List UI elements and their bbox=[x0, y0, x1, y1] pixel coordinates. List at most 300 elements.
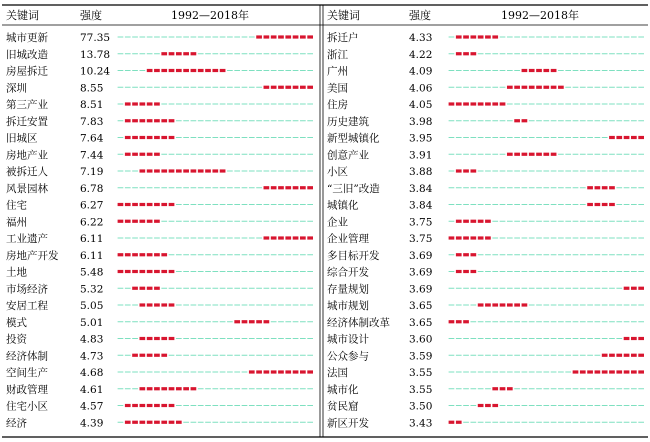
timeline-segment bbox=[543, 271, 549, 272]
timeline-segment bbox=[565, 288, 571, 289]
burst-segment bbox=[624, 337, 630, 340]
timeline-segment bbox=[580, 254, 586, 255]
timeline-segment bbox=[565, 37, 571, 38]
burst-segment bbox=[456, 421, 462, 424]
burst-segment bbox=[543, 86, 549, 89]
burst-segment bbox=[176, 69, 182, 72]
timeline-segment bbox=[220, 238, 226, 239]
timeline-segment bbox=[522, 53, 528, 54]
burst-segment bbox=[154, 136, 160, 139]
burst-segment bbox=[191, 169, 197, 172]
timeline-segment bbox=[205, 305, 211, 306]
timeline-segment bbox=[176, 137, 182, 138]
timeline-segment bbox=[249, 187, 255, 188]
timeline-segment bbox=[456, 338, 462, 339]
timeline-segment bbox=[293, 137, 299, 138]
timeline-segment bbox=[449, 305, 455, 306]
timeline-segment bbox=[522, 372, 528, 373]
burst-segment bbox=[169, 119, 175, 122]
timeline-segment bbox=[307, 221, 313, 222]
timeline-segment bbox=[609, 221, 615, 222]
timeline-segment bbox=[249, 137, 255, 138]
timeline-segment bbox=[285, 422, 291, 423]
strength-value: 3.84 bbox=[409, 199, 433, 212]
burst-segment bbox=[183, 169, 189, 172]
timeline-segment bbox=[580, 37, 586, 38]
timeline-segment bbox=[500, 372, 506, 373]
timeline-segment bbox=[580, 422, 586, 423]
burst-segment bbox=[147, 102, 153, 105]
timeline-segment bbox=[169, 321, 175, 322]
burst-segment bbox=[470, 52, 476, 55]
burst-segment bbox=[154, 354, 160, 357]
timeline-segment bbox=[522, 221, 528, 222]
timeline-segment bbox=[227, 204, 233, 205]
timeline-segment bbox=[565, 405, 571, 406]
timeline-segment bbox=[285, 355, 291, 356]
burst-segment bbox=[478, 404, 484, 407]
table-row bbox=[327, 48, 644, 61]
timeline-segment bbox=[212, 288, 218, 289]
burst-segment bbox=[463, 220, 469, 223]
timeline-segment bbox=[638, 405, 644, 406]
timeline-segment bbox=[631, 204, 637, 205]
timeline-segment bbox=[558, 171, 564, 172]
timeline-segment bbox=[169, 187, 175, 188]
timeline-segment bbox=[500, 120, 506, 121]
timeline-segment bbox=[631, 53, 637, 54]
burst-segment bbox=[624, 287, 630, 290]
burst-segment bbox=[139, 421, 145, 424]
timeline-segment bbox=[522, 187, 528, 188]
timeline-segment bbox=[595, 355, 601, 356]
timeline-segment bbox=[118, 355, 124, 356]
burst-segment bbox=[147, 169, 153, 172]
timeline-segment bbox=[161, 187, 167, 188]
timeline-segment bbox=[198, 388, 204, 389]
keyword-label: 财政管理 bbox=[6, 383, 48, 396]
strength-value: 6.11 bbox=[80, 233, 104, 245]
burst-segment bbox=[169, 337, 175, 340]
timeline-segment bbox=[449, 137, 455, 138]
timeline-segment bbox=[220, 221, 226, 222]
timeline-segment bbox=[463, 137, 469, 138]
burst-segment bbox=[256, 320, 262, 323]
timeline-segment bbox=[631, 321, 637, 322]
timeline-segment bbox=[198, 238, 204, 239]
timeline-segment bbox=[125, 355, 131, 356]
timeline-segment bbox=[602, 405, 608, 406]
burst-segment bbox=[624, 370, 630, 373]
burst-segment bbox=[300, 35, 306, 38]
timeline-segment bbox=[212, 53, 218, 54]
timeline-segment bbox=[522, 238, 528, 239]
burst-segment bbox=[485, 404, 491, 407]
timeline-segment bbox=[220, 271, 226, 272]
burst-segment bbox=[307, 186, 313, 189]
timeline-segment bbox=[522, 321, 528, 322]
timeline-segment bbox=[624, 37, 630, 38]
timeline-segment bbox=[191, 87, 197, 88]
keyword-label: 安居工程 bbox=[6, 300, 48, 312]
timeline-segment bbox=[609, 70, 615, 71]
timeline-segment bbox=[536, 238, 542, 239]
timeline-segment bbox=[118, 154, 124, 155]
table-row bbox=[6, 400, 313, 413]
timeline-segment bbox=[271, 137, 277, 138]
timeline-segment bbox=[565, 422, 571, 423]
timeline-segment bbox=[558, 137, 564, 138]
timeline-segment bbox=[183, 221, 189, 222]
burst-segment bbox=[161, 270, 167, 273]
timeline-segment bbox=[573, 37, 579, 38]
timeline-segment bbox=[191, 238, 197, 239]
strength-value: 3.69 bbox=[409, 283, 433, 296]
keyword-label: 浙江 bbox=[327, 48, 348, 61]
timeline-segment bbox=[191, 154, 197, 155]
timeline-segment bbox=[147, 37, 153, 38]
timeline-segment bbox=[558, 187, 564, 188]
burst-segment bbox=[456, 253, 462, 256]
timeline-segment bbox=[256, 422, 262, 423]
timeline-segment bbox=[573, 204, 579, 205]
timeline-segment bbox=[300, 254, 306, 255]
timeline-segment bbox=[220, 321, 226, 322]
burst-segment bbox=[602, 370, 608, 373]
keyword-label: 多目标开发 bbox=[327, 249, 380, 262]
burst-segment bbox=[191, 387, 197, 390]
timeline-segment bbox=[573, 221, 579, 222]
timeline-segment bbox=[307, 271, 313, 272]
timeline-segment bbox=[234, 221, 240, 222]
table-row bbox=[6, 282, 313, 295]
strength-value: 4.39 bbox=[80, 417, 104, 430]
burst-segment bbox=[139, 220, 145, 223]
burst-segment bbox=[169, 303, 175, 306]
burst-segment bbox=[264, 320, 270, 323]
keyword-label: 美国 bbox=[327, 82, 348, 95]
timeline-segment bbox=[551, 338, 557, 339]
burst-segment bbox=[132, 354, 138, 357]
timeline-segment bbox=[249, 104, 255, 105]
burst-segment bbox=[249, 320, 255, 323]
timeline-segment bbox=[300, 355, 306, 356]
timeline-segment bbox=[573, 338, 579, 339]
timeline-segment bbox=[293, 288, 299, 289]
timeline-segment bbox=[463, 305, 469, 306]
burst-segment bbox=[147, 153, 153, 156]
timeline-segment bbox=[293, 388, 299, 389]
burst-segment bbox=[631, 337, 637, 340]
table-row bbox=[327, 65, 644, 78]
burst-segment bbox=[616, 370, 622, 373]
timeline-segment bbox=[191, 187, 197, 188]
burst-segment bbox=[602, 186, 608, 189]
burst-segment bbox=[161, 337, 167, 340]
timeline-segment bbox=[595, 221, 601, 222]
timeline-segment bbox=[118, 37, 124, 38]
timeline-segment bbox=[587, 120, 593, 121]
strength-value: 7.83 bbox=[80, 115, 104, 128]
timeline-segment bbox=[234, 154, 240, 155]
timeline-segment bbox=[616, 288, 622, 289]
burst-segment bbox=[169, 69, 175, 72]
timeline-segment bbox=[220, 388, 226, 389]
burst-segment bbox=[118, 203, 124, 206]
timeline-segment bbox=[242, 254, 248, 255]
timeline-segment bbox=[478, 422, 484, 423]
timeline-segment bbox=[300, 405, 306, 406]
timeline-segment bbox=[300, 53, 306, 54]
timeline-segment bbox=[249, 338, 255, 339]
table-row bbox=[327, 199, 644, 212]
timeline-segment bbox=[198, 104, 204, 105]
burst-segment bbox=[543, 153, 549, 156]
timeline-segment bbox=[242, 422, 248, 423]
timeline-segment bbox=[485, 70, 491, 71]
timeline-segment bbox=[551, 388, 557, 389]
timeline-segment bbox=[470, 154, 476, 155]
timeline-segment bbox=[507, 204, 513, 205]
burst-segment bbox=[463, 52, 469, 55]
timeline-segment bbox=[580, 53, 586, 54]
timeline-segment bbox=[212, 422, 218, 423]
timeline-segment bbox=[256, 187, 262, 188]
timeline-segment bbox=[234, 422, 240, 423]
timeline-segment bbox=[551, 422, 557, 423]
timeline-segment bbox=[132, 238, 138, 239]
timeline-segment bbox=[536, 221, 542, 222]
burst-segment bbox=[293, 186, 299, 189]
burst-segment bbox=[478, 35, 484, 38]
strength-value: 6.22 bbox=[80, 216, 104, 229]
timeline-segment bbox=[485, 187, 491, 188]
timeline-segment bbox=[176, 321, 182, 322]
timeline-segment bbox=[161, 154, 167, 155]
timeline-segment bbox=[449, 254, 455, 255]
timeline-segment bbox=[449, 388, 455, 389]
timeline-segment bbox=[242, 204, 248, 205]
timeline-segment bbox=[234, 254, 240, 255]
table-row bbox=[6, 165, 313, 178]
timeline-segment bbox=[249, 355, 255, 356]
burst-segment bbox=[492, 35, 498, 38]
timeline-segment bbox=[522, 271, 528, 272]
timeline-segment bbox=[242, 120, 248, 121]
timeline-segment bbox=[271, 171, 277, 172]
timeline-segment bbox=[125, 70, 131, 71]
timeline-segment bbox=[300, 422, 306, 423]
timeline-segment bbox=[602, 53, 608, 54]
keyword-label: 经济体制 bbox=[6, 350, 48, 363]
timeline-segment bbox=[264, 104, 270, 105]
timeline-segment bbox=[492, 171, 498, 172]
timeline-segment bbox=[492, 271, 498, 272]
timeline-segment bbox=[638, 305, 644, 306]
burst-segment bbox=[522, 69, 528, 72]
timeline-segment bbox=[602, 288, 608, 289]
timeline-segment bbox=[147, 187, 153, 188]
timeline-segment bbox=[573, 187, 579, 188]
timeline-segment bbox=[492, 53, 498, 54]
timeline-segment bbox=[264, 120, 270, 121]
timeline-segment bbox=[470, 87, 476, 88]
keyword-label: 房地产开发 bbox=[6, 249, 59, 262]
timeline-segment bbox=[191, 405, 197, 406]
timeline-segment bbox=[492, 422, 498, 423]
burst-segment bbox=[470, 102, 476, 105]
timeline-segment bbox=[595, 70, 601, 71]
timeline-segment bbox=[293, 405, 299, 406]
timeline-segment bbox=[176, 271, 182, 272]
timeline-segment bbox=[300, 305, 306, 306]
timeline-segment bbox=[278, 120, 284, 121]
timeline-segment bbox=[485, 120, 491, 121]
burst-segment bbox=[529, 153, 535, 156]
strength-value: 3.69 bbox=[409, 266, 433, 279]
timeline-segment bbox=[293, 171, 299, 172]
timeline-segment bbox=[278, 53, 284, 54]
timeline-segment bbox=[293, 254, 299, 255]
timeline-segment bbox=[580, 305, 586, 306]
timeline-segment bbox=[293, 120, 299, 121]
timeline-segment bbox=[492, 238, 498, 239]
timeline-segment bbox=[536, 422, 542, 423]
timeline-segment bbox=[522, 171, 528, 172]
timeline-segment bbox=[522, 405, 528, 406]
table-row bbox=[6, 215, 313, 228]
burst-segment bbox=[154, 270, 160, 273]
timeline-segment bbox=[234, 104, 240, 105]
timeline-segment bbox=[125, 238, 131, 239]
timeline-segment bbox=[256, 388, 262, 389]
timeline-segment bbox=[456, 288, 462, 289]
timeline-segment bbox=[638, 53, 644, 54]
timeline-segment bbox=[507, 171, 513, 172]
timeline-segment bbox=[565, 388, 571, 389]
timeline-segment bbox=[558, 422, 564, 423]
keyword-label: 城镇化 bbox=[327, 199, 359, 212]
timeline-segment bbox=[543, 171, 549, 172]
burst-segment bbox=[456, 102, 462, 105]
burst-segment bbox=[587, 370, 593, 373]
timeline-segment bbox=[631, 37, 637, 38]
timeline-segment bbox=[234, 238, 240, 239]
timeline-segment bbox=[609, 104, 615, 105]
timeline-segment bbox=[242, 288, 248, 289]
timeline-segment bbox=[638, 120, 644, 121]
timeline-segment bbox=[278, 338, 284, 339]
burst-segment bbox=[514, 86, 520, 89]
timeline-segment bbox=[300, 288, 306, 289]
timeline-segment bbox=[485, 154, 491, 155]
timeline-segment bbox=[198, 254, 204, 255]
timeline-segment bbox=[125, 187, 131, 188]
burst-segment bbox=[449, 421, 455, 424]
timeline-segment bbox=[220, 254, 226, 255]
timeline-segment bbox=[470, 120, 476, 121]
timeline-segment bbox=[616, 238, 622, 239]
timeline-segment bbox=[176, 254, 182, 255]
burst-segment bbox=[514, 119, 520, 122]
burst-segment bbox=[307, 35, 313, 38]
timeline-segment bbox=[300, 221, 306, 222]
timeline-segment bbox=[264, 53, 270, 54]
table-row bbox=[327, 333, 644, 346]
timeline-segment bbox=[580, 338, 586, 339]
timeline-segment bbox=[507, 238, 513, 239]
timeline-segment bbox=[300, 271, 306, 272]
timeline-segment bbox=[227, 53, 233, 54]
timeline-segment bbox=[587, 305, 593, 306]
timeline-segment bbox=[624, 104, 630, 105]
timeline-segment bbox=[616, 87, 622, 88]
timeline-segment bbox=[169, 238, 175, 239]
timeline-segment bbox=[485, 422, 491, 423]
keyword-label: 房屋拆迁 bbox=[6, 65, 48, 78]
burst-segment bbox=[161, 404, 167, 407]
timeline-segment bbox=[249, 288, 255, 289]
timeline-segment bbox=[278, 204, 284, 205]
timeline-segment bbox=[212, 187, 218, 188]
timeline-segment bbox=[183, 120, 189, 121]
strength-value: 7.19 bbox=[80, 166, 104, 178]
keyword-label: 经济体制改革 bbox=[327, 316, 390, 329]
timeline-segment bbox=[543, 104, 549, 105]
keyword-label: 住宅 bbox=[6, 199, 27, 212]
burst-segment bbox=[638, 370, 644, 373]
timeline-segment bbox=[264, 288, 270, 289]
timeline-segment bbox=[220, 53, 226, 54]
burst-segment bbox=[154, 253, 160, 256]
timeline-segment bbox=[551, 254, 557, 255]
strength-value: 4.83 bbox=[80, 333, 104, 346]
timeline-segment bbox=[198, 221, 204, 222]
timeline-segment bbox=[176, 305, 182, 306]
timeline-segment bbox=[169, 355, 175, 356]
timeline-segment bbox=[198, 187, 204, 188]
timeline-segment bbox=[573, 171, 579, 172]
timeline-segment bbox=[573, 271, 579, 272]
timeline-segment bbox=[132, 87, 138, 88]
timeline-segment bbox=[176, 372, 182, 373]
timeline-segment bbox=[609, 405, 615, 406]
burst-segment bbox=[543, 69, 549, 72]
timeline-segment bbox=[212, 104, 218, 105]
timeline-segment bbox=[631, 221, 637, 222]
burst-segment bbox=[522, 153, 528, 156]
keyword-label: 市场经济 bbox=[6, 283, 48, 296]
timeline-segment bbox=[234, 137, 240, 138]
timeline-segment bbox=[492, 221, 498, 222]
burst-segment bbox=[293, 86, 299, 89]
timeline-segment bbox=[507, 37, 513, 38]
timeline-segment bbox=[536, 37, 542, 38]
timeline-segment bbox=[500, 288, 506, 289]
timeline-segment bbox=[118, 70, 124, 71]
table-row bbox=[6, 98, 313, 111]
strength-value: 3.84 bbox=[409, 182, 433, 195]
burst-segment bbox=[478, 303, 484, 306]
timeline-segment bbox=[278, 104, 284, 105]
timeline-segment bbox=[212, 338, 218, 339]
timeline-segment bbox=[271, 422, 277, 423]
timeline-segment bbox=[300, 70, 306, 71]
burst-segment bbox=[147, 404, 153, 407]
timeline-segment bbox=[551, 271, 557, 272]
timeline-segment bbox=[463, 187, 469, 188]
timeline-segment bbox=[234, 87, 240, 88]
